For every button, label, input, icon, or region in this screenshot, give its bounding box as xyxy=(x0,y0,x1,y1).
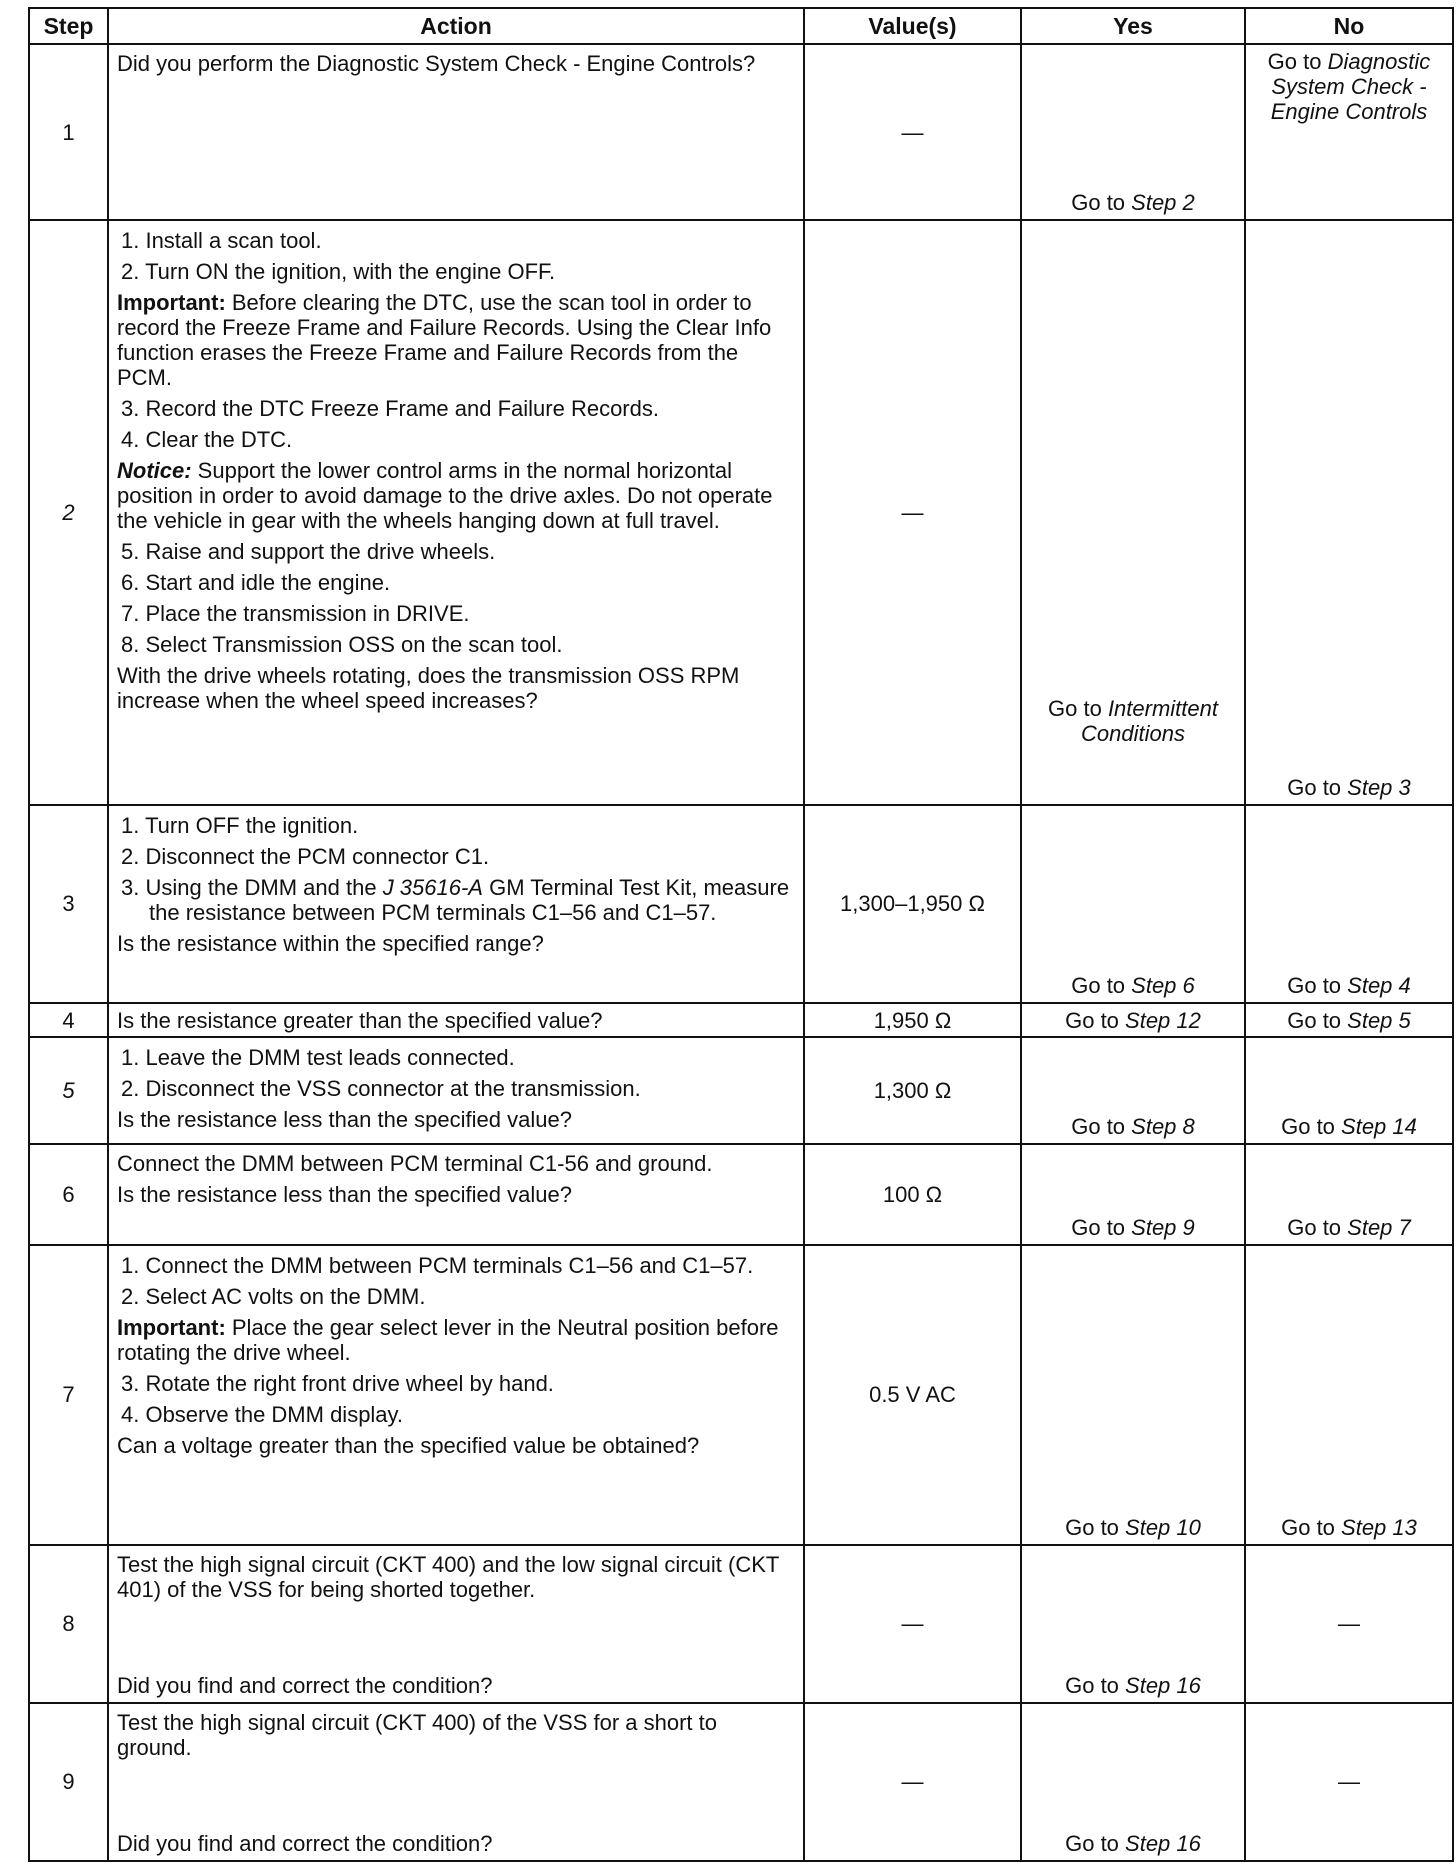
important-label: Important: xyxy=(117,1314,226,1340)
no-link[interactable]: Step 3 xyxy=(1347,774,1411,800)
table-row xyxy=(29,1703,1453,1861)
action-question: Is the resistance less than the specified value? xyxy=(117,1182,572,1208)
yes-prefix: Go to xyxy=(1071,1214,1132,1240)
action-cell xyxy=(108,1703,804,1861)
action-step-suffix: GM Terminal Test Kit, measure the resistance between PCM terminals C1–56 and C1–57. xyxy=(149,874,790,925)
action-step: 8. Select Transmission OSS on the scan tool. xyxy=(121,632,563,658)
yes-cell xyxy=(1021,805,1245,1003)
important-label: Important: xyxy=(117,290,226,316)
notice-note xyxy=(117,458,795,533)
no-cell xyxy=(1245,1144,1453,1244)
action-step: 4. Clear the DTC. xyxy=(121,427,293,453)
action-step: 2. Select AC volts on the DMM. xyxy=(121,1283,426,1309)
step-number: 8 xyxy=(29,1545,108,1702)
action-step: 7. Place the transmission in DRIVE. xyxy=(121,601,470,627)
action-question: Did you find and correct the condition? xyxy=(117,1831,493,1856)
yes-link[interactable]: Step 2 xyxy=(1131,190,1195,216)
diagnostic-table xyxy=(28,7,1454,1862)
no-link[interactable]: Step 13 xyxy=(1341,1515,1417,1541)
step-number: 7 xyxy=(29,1245,108,1546)
table-row xyxy=(29,1545,1453,1702)
action-text: Test the high signal circuit (CKT 400) and the low signal circuit (CKT 401) of the VSS for being shorted together. xyxy=(117,1552,779,1603)
action-question: Is the resistance less than the specified value? xyxy=(117,1107,572,1133)
no-prefix: Go to xyxy=(1287,1007,1348,1033)
action-step: 2. Disconnect the VSS connector at the transmission. xyxy=(121,1076,641,1102)
header-row xyxy=(29,8,1453,44)
no-cell xyxy=(1245,1037,1453,1144)
no-link[interactable]: Diagnostic System Check - Engine Controls xyxy=(1270,49,1431,124)
action-cell xyxy=(108,1545,804,1702)
table-row xyxy=(29,1037,1453,1144)
action-step: 1. Install a scan tool. xyxy=(121,228,322,254)
yes-cell xyxy=(1021,1037,1245,1144)
action-step: 2. Disconnect the PCM connector C1. xyxy=(121,843,490,869)
action-step: 3. Rotate the right front drive wheel by hand. xyxy=(121,1370,554,1396)
step-number: 2 xyxy=(29,220,108,804)
action-cell xyxy=(108,44,804,220)
table-row xyxy=(29,220,1453,804)
yes-cell xyxy=(1021,1003,1245,1037)
step-number: 4 xyxy=(29,1003,108,1037)
yes-link[interactable]: Step 16 xyxy=(1125,1672,1201,1698)
tool-reference: J 35616-A xyxy=(382,874,483,900)
yes-prefix: Go to xyxy=(1065,1672,1126,1698)
action-step: 1. Turn OFF the ignition. xyxy=(121,812,359,838)
step-number: 5 xyxy=(29,1037,108,1144)
table-row xyxy=(29,44,1453,220)
header-step: Step xyxy=(29,8,108,44)
no-cell: — xyxy=(1245,1703,1453,1861)
action-question: With the drive wheels rotating, does the transmission OSS RPM increase when the wheel speed increases? xyxy=(117,663,740,714)
value-cell: 1,300 Ω xyxy=(804,1037,1021,1144)
yes-cell xyxy=(1021,44,1245,220)
action-text: Connect the DMM between PCM terminal C1-56 and ground. xyxy=(117,1151,713,1177)
no-cell xyxy=(1245,220,1453,804)
action-cell xyxy=(108,1245,804,1546)
no-cell xyxy=(1245,1245,1453,1546)
action-text: Test the high signal circuit (CKT 400) of the VSS for a short to ground. xyxy=(117,1709,717,1760)
action-step: 5. Raise and support the drive wheels. xyxy=(121,539,496,565)
no-prefix: Go to xyxy=(1281,1515,1342,1541)
yes-cell xyxy=(1021,1144,1245,1244)
action-step: 4. Observe the DMM display. xyxy=(121,1401,404,1427)
no-link[interactable]: Step 5 xyxy=(1347,1007,1411,1033)
no-prefix: Go to xyxy=(1281,1114,1342,1140)
no-link[interactable]: Step 14 xyxy=(1341,1114,1417,1140)
yes-prefix: Go to xyxy=(1071,973,1132,999)
no-prefix: Go to xyxy=(1287,973,1348,999)
notice-label: Notice: xyxy=(117,458,192,484)
action-cell xyxy=(108,220,804,804)
value-cell: 1,300–1,950 Ω xyxy=(804,805,1021,1003)
yes-link[interactable]: Step 8 xyxy=(1131,1114,1195,1140)
action-question: Did you find and correct the condition? xyxy=(117,1672,493,1698)
step-number: 3 xyxy=(29,805,108,1003)
important-text: Place the gear select lever in the Neutral position before rotating the drive wheel. xyxy=(117,1314,779,1365)
no-cell: — xyxy=(1245,1545,1453,1702)
action-question: Can a voltage greater than the specified value be obtained? xyxy=(117,1432,700,1458)
value-cell: — xyxy=(804,44,1021,220)
value-cell: 1,950 Ω xyxy=(804,1003,1021,1037)
yes-link[interactable]: Step 16 xyxy=(1125,1831,1201,1856)
no-prefix: Go to xyxy=(1267,49,1328,74)
yes-link[interactable]: Step 10 xyxy=(1125,1515,1201,1541)
action-text: Did you perform the Diagnostic System Check - Engine Controls? xyxy=(117,51,756,76)
yes-link[interactable]: Step 6 xyxy=(1131,973,1195,999)
yes-prefix: Go to xyxy=(1048,695,1108,721)
yes-cell xyxy=(1021,220,1245,804)
important-note xyxy=(117,290,795,390)
no-prefix: Go to xyxy=(1287,1214,1348,1240)
step-number: 9 xyxy=(29,1703,108,1861)
yes-prefix: Go to xyxy=(1065,1007,1126,1033)
action-cell xyxy=(108,1037,804,1144)
action-step: 2. Turn ON the ignition, with the engine OFF. xyxy=(121,259,556,285)
action-step: 1. Leave the DMM test leads connected. xyxy=(121,1045,515,1071)
value-cell: — xyxy=(804,220,1021,804)
yes-prefix: Go to xyxy=(1065,1515,1126,1541)
action-question: Is the resistance greater than the specified value? xyxy=(117,1007,603,1033)
yes-cell xyxy=(1021,1245,1245,1546)
table-row xyxy=(29,1144,1453,1244)
action-question: Is the resistance within the specified range? xyxy=(117,930,544,956)
table-row xyxy=(29,1245,1453,1546)
notice-text: Support the lower control arms in the normal horizontal position in order to avoid damage to the drive axles. Do not operate the vehicle in gear with the wheels hanging down at full travel. xyxy=(117,458,773,534)
header-values: Value(s) xyxy=(804,8,1021,44)
yes-prefix: Go to xyxy=(1071,190,1132,216)
no-cell xyxy=(1245,1003,1453,1037)
yes-link[interactable]: Intermittent Conditions xyxy=(1081,695,1218,746)
yes-prefix: Go to xyxy=(1065,1831,1126,1856)
important-text: Before clearing the DTC, use the scan tool in order to record the Freeze Frame and Failure Records. Using the Clear Info function erases the Freeze Frame and Failure Records from the PCM. xyxy=(117,290,772,391)
action-step: 3. Record the DTC Freeze Frame and Failure Records. xyxy=(121,396,659,422)
value-cell: 100 Ω xyxy=(804,1144,1021,1244)
table-row xyxy=(29,805,1453,1003)
action-cell xyxy=(108,1144,804,1244)
action-cell xyxy=(108,1003,804,1037)
action-step xyxy=(117,875,795,925)
action-step: 6. Start and idle the engine. xyxy=(121,570,391,596)
value-cell: — xyxy=(804,1545,1021,1702)
yes-cell xyxy=(1021,1703,1245,1861)
no-cell xyxy=(1245,805,1453,1003)
no-prefix: Go to xyxy=(1287,774,1348,800)
value-cell: — xyxy=(804,1703,1021,1861)
header-action: Action xyxy=(108,8,804,44)
yes-link[interactable]: Step 9 xyxy=(1131,1214,1195,1240)
yes-prefix: Go to xyxy=(1071,1114,1132,1140)
no-cell xyxy=(1245,44,1453,220)
header-no: No xyxy=(1245,8,1453,44)
important-note xyxy=(117,1315,795,1365)
yes-cell xyxy=(1021,1545,1245,1702)
step-number: 1 xyxy=(29,44,108,220)
no-link[interactable]: Step 4 xyxy=(1347,973,1411,999)
no-link[interactable]: Step 7 xyxy=(1347,1214,1411,1240)
action-step: 1. Connect the DMM between PCM terminals C1–56 and C1–57. xyxy=(121,1252,754,1278)
action-cell xyxy=(108,805,804,1003)
yes-link[interactable]: Step 12 xyxy=(1125,1007,1201,1033)
action-step-prefix: 3. Using the DMM and the xyxy=(121,874,383,900)
table-row xyxy=(29,1003,1453,1037)
value-cell: 0.5 V AC xyxy=(804,1245,1021,1546)
step-number: 6 xyxy=(29,1144,108,1244)
header-yes: Yes xyxy=(1021,8,1245,44)
